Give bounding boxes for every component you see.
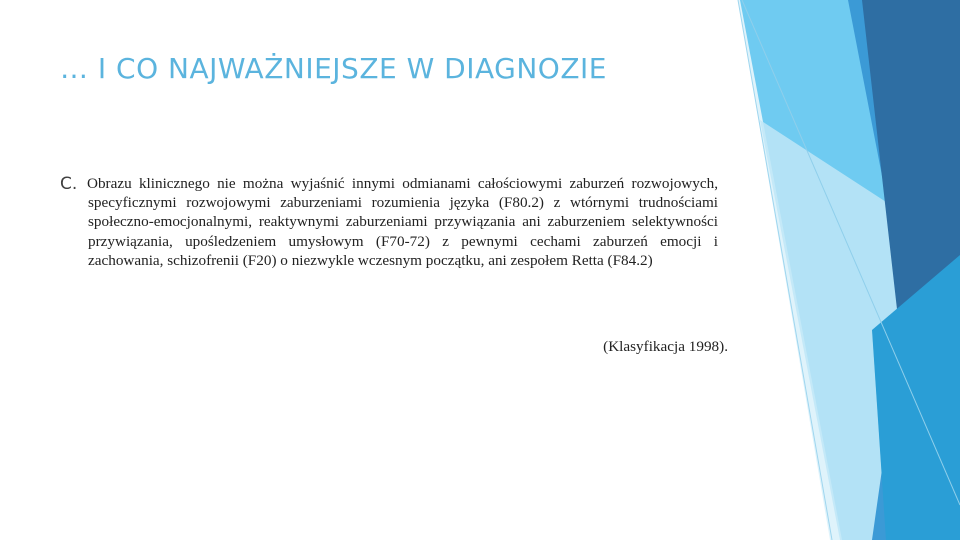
bullet-marker: C. [60, 174, 78, 194]
citation: (Klasyfikacja 1998). [603, 338, 728, 355]
bullet-item [60, 174, 720, 270]
body-paragraph: Obrazu klinicznego nie można wyjaśnić innymi odmianami całościowymi zaburzeń rozwojowych, specyficznymi rozwojowymi zaburzeniami rozumienia języka (F80.2) z wtórnymi trudnościami społeczno-emocjonalnymi, reaktywnymi zaburzeniami przywiązania ani zaburzeniem selektywności przywiązania, upośledzeniem umysłowym (F70-72) z pewnymi cechami zaburzeń emocji i zachowania, schizofrenii (F20) o niezwykle wczesnym początku, ani zespołem Retta (F84.2) [87, 175, 718, 269]
slide-title: … I CO NAJWAŻNIEJSZE W DIAGNOZIE [60, 52, 607, 85]
